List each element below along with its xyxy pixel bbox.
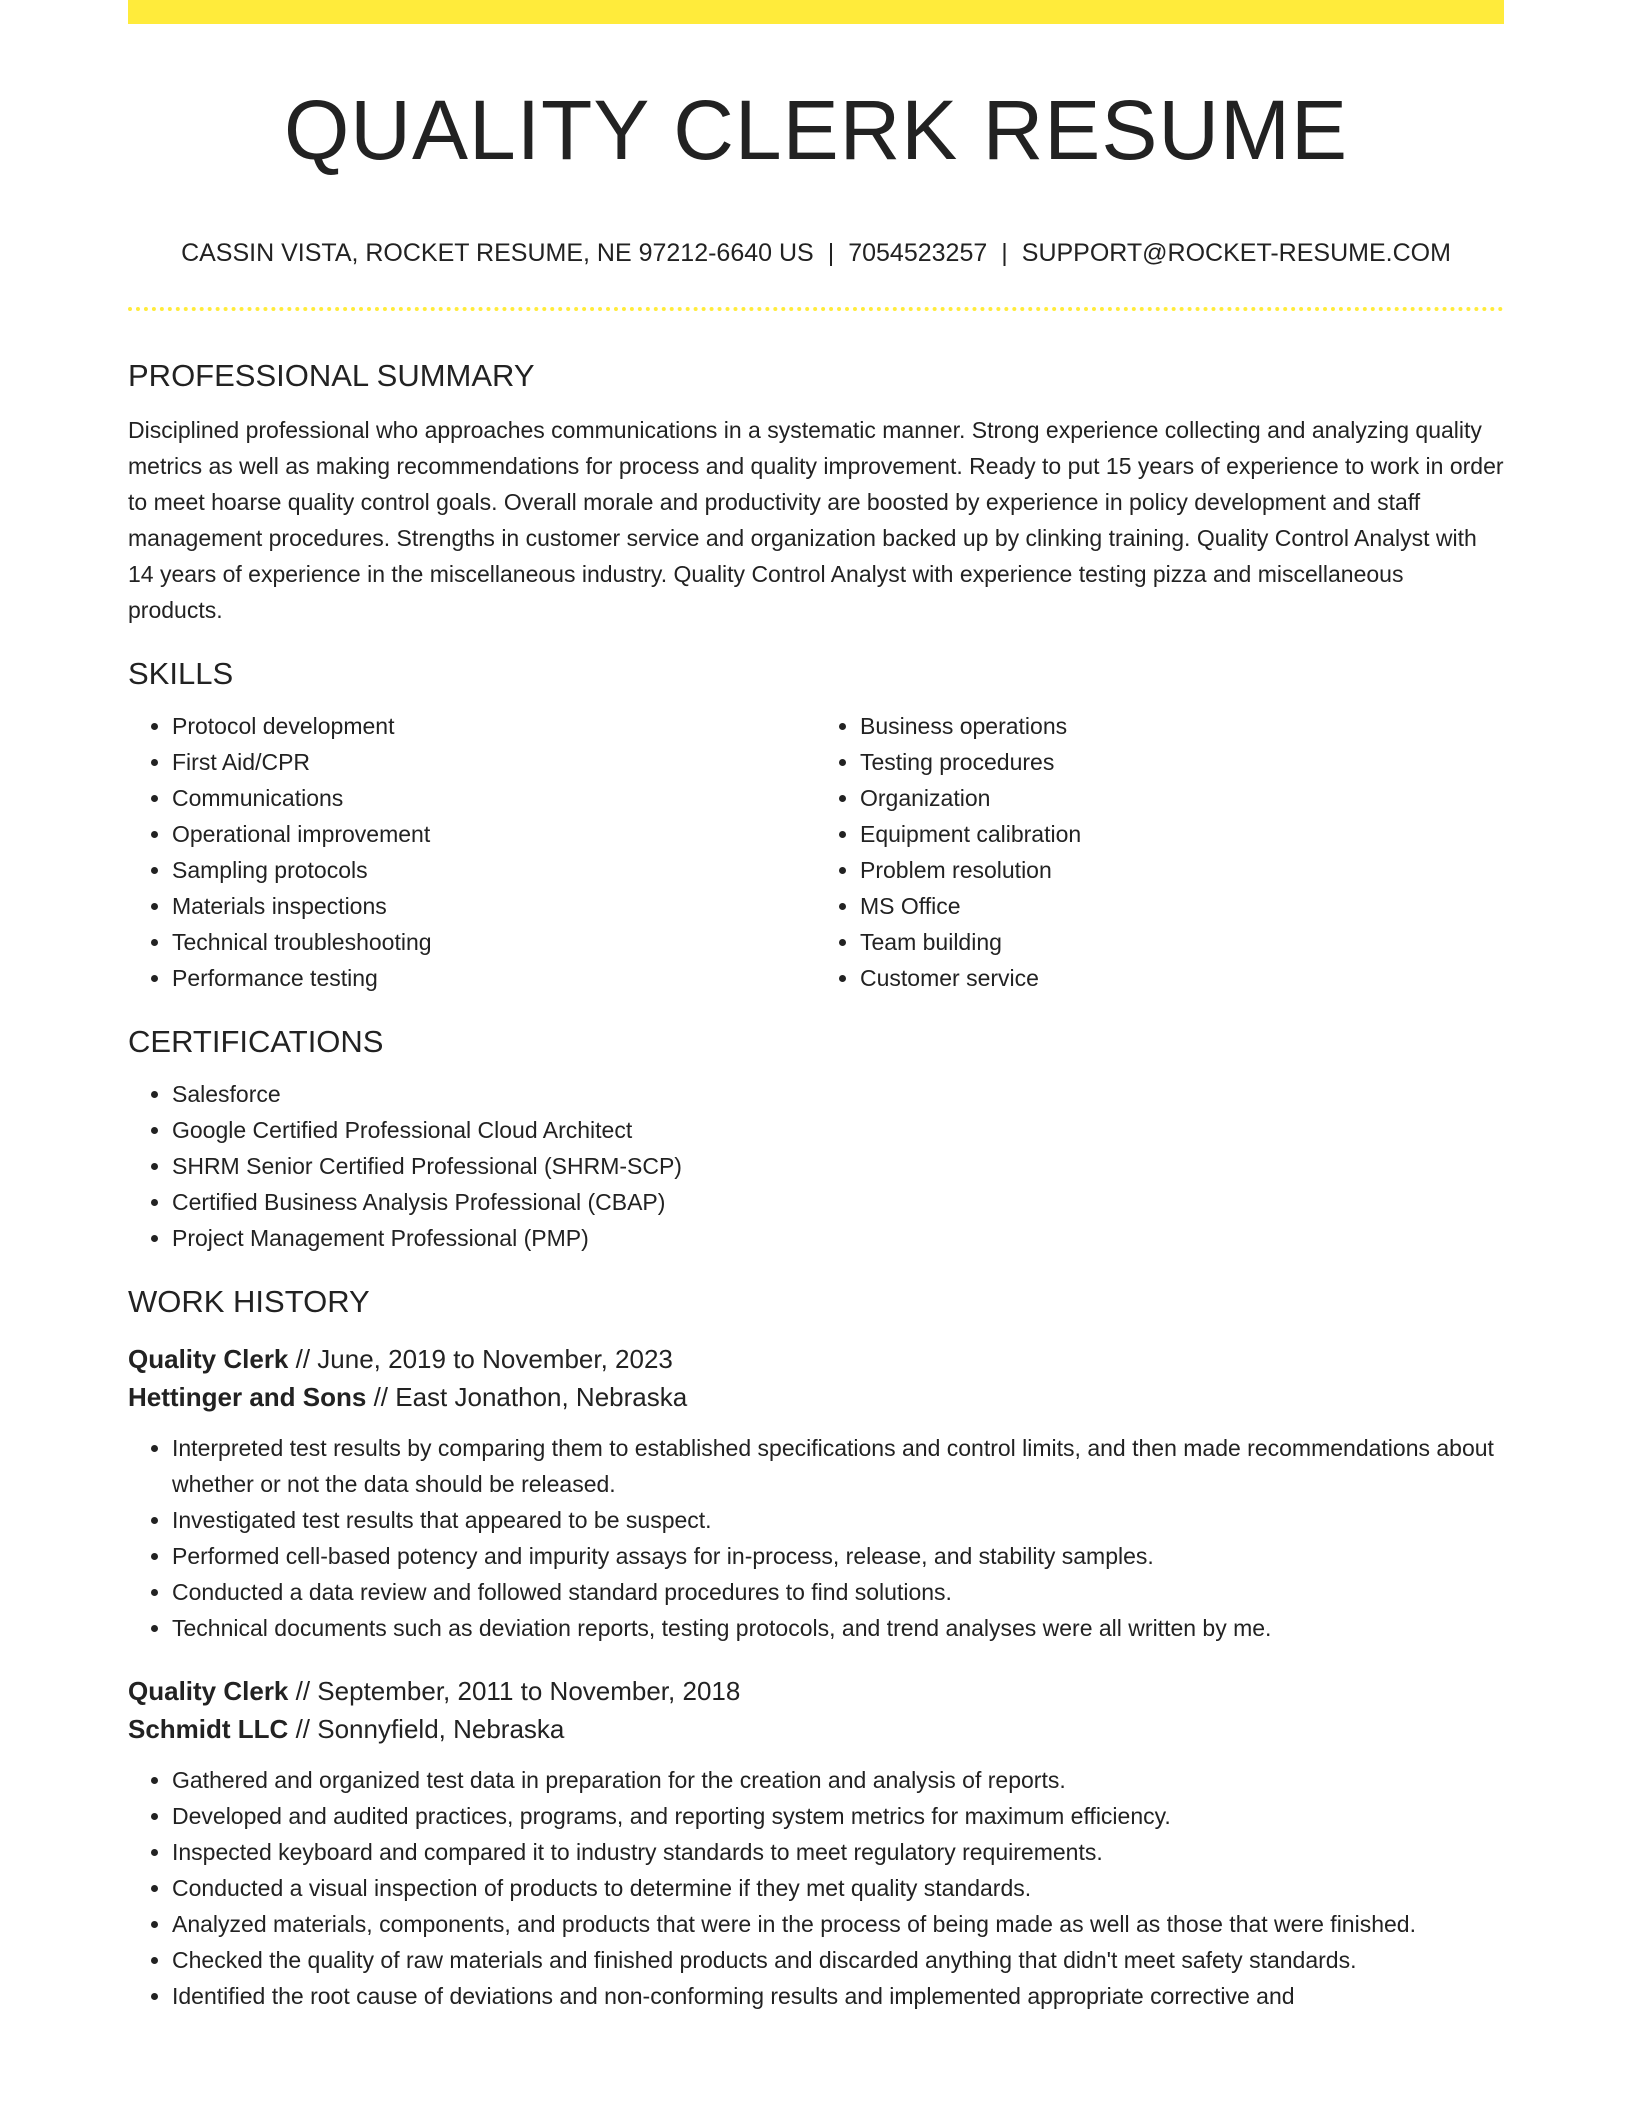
list-item: • Sampling protocols: [172, 852, 816, 888]
job-company: Hettinger and Sons: [128, 1382, 367, 1412]
skills-heading: SKILLS: [128, 656, 234, 691]
job-location: // Sonnyfield, Nebraska: [288, 1714, 565, 1744]
list-item: • Materials inspections: [172, 888, 816, 924]
summary-text: Disciplined professional who approaches communications in a systematic manner. Strong experience collecting and analyzing quality metrics as well as making recommendations for process and quality improvement. Ready to put 15 years of experience to work in order to meet hoarse quality control goals. Overall morale and productivity are boosted by experience in policy development and staff management procedures. Strengths in customer service and organization backed up by clinking training. Quality Control Analyst with 14 years of experience in the miscellaneous industry. Quality Control Analyst with experience testing pizza and miscellaneous products.: [128, 417, 1504, 623]
skills-section: [128, 654, 1504, 996]
list-item: • Business operations: [860, 708, 1504, 744]
skills-columns: [128, 708, 1504, 996]
job-title: Quality Clerk: [128, 1676, 289, 1706]
list-item: • Performed cell-based potency and impurity assays for in-process, release, and stability samples.: [172, 1538, 1504, 1574]
list-item: • Protocol development: [172, 708, 816, 744]
list-item: • SHRM Senior Certified Professional (SHRM-SCP): [172, 1148, 1504, 1184]
job-bullets: [128, 1430, 1504, 1646]
list-item: • Investigated test results that appeared to be suspect.: [172, 1502, 1504, 1538]
job-entry: [128, 1340, 1504, 1646]
contact-line: [128, 236, 1504, 270]
job-dates: // June, 2019 to November, 2023: [288, 1344, 673, 1374]
list-item: • MS Office: [860, 888, 1504, 924]
dotted-divider: [128, 307, 1504, 311]
list-item: • Checked the quality of raw materials and finished products and discarded anything that didn't meet safety standards.: [172, 1942, 1504, 1978]
job-location: // East Jonathon, Nebraska: [366, 1382, 688, 1412]
list-item: • Communications: [172, 780, 816, 816]
job-bullets: [128, 1762, 1504, 2014]
job-entry: [128, 1672, 1504, 2014]
list-item: • Conducted a data review and followed standard procedures to find solutions.: [172, 1574, 1504, 1610]
list-item: • Project Management Professional (PMP): [172, 1220, 1504, 1256]
certifications-section: [128, 1022, 1504, 1256]
list-item: • Technical troubleshooting: [172, 924, 816, 960]
list-item: • Google Certified Professional Cloud Architect: [172, 1112, 1504, 1148]
list-item: • Conducted a visual inspection of products to determine if they met quality standards.: [172, 1870, 1504, 1906]
list-item: • Customer service: [860, 960, 1504, 996]
list-item: • Testing procedures: [860, 744, 1504, 780]
contact-phone: 7054523257: [848, 239, 988, 267]
summary-section: [128, 356, 1504, 628]
work-history-section: [128, 1282, 1504, 2014]
list-item: • Team building: [860, 924, 1504, 960]
certifications-list: [128, 1076, 1504, 1256]
list-item: • Gathered and organized test data in preparation for the creation and analysis of reports.: [172, 1762, 1504, 1798]
list-item: • Inspected keyboard and compared it to industry standards to meet regulatory requirements.: [172, 1834, 1504, 1870]
list-item: • Interpreted test results by comparing them to established specifications and control limits, and then made recommendations about whether or not the data should be released.: [172, 1430, 1504, 1502]
list-item: • Operational improvement: [172, 816, 816, 852]
list-item: • Developed and audited practices, programs, and reporting system metrics for maximum efficiency.: [172, 1798, 1504, 1834]
list-item: • Analyzed materials, components, and products that were in the process of being made as well as those that were finished.: [172, 1906, 1504, 1942]
resume-body: [128, 356, 1504, 2014]
page-title: QUALITY CLERK RESUME: [283, 83, 1349, 177]
job-company-line: [128, 1710, 1504, 1748]
list-item: • Identified the root cause of deviations and non-conforming results and implemented appropriate corrective and: [172, 1978, 1504, 2014]
skills-list-left: [128, 708, 816, 996]
list-item: • Equipment calibration: [860, 816, 1504, 852]
contact-email: SUPPORT@ROCKET-RESUME.COM: [1021, 239, 1451, 267]
job-company-line: [128, 1378, 1504, 1416]
contact-separator: |: [827, 239, 835, 267]
list-item: • Problem resolution: [860, 852, 1504, 888]
job-title-line: [128, 1340, 1504, 1378]
skills-list-right: [816, 708, 1504, 996]
list-item: • First Aid/CPR: [172, 744, 816, 780]
job-title-line: [128, 1672, 1504, 1710]
contact-separator: |: [1001, 239, 1008, 267]
job-title: Quality Clerk: [128, 1344, 289, 1374]
summary-heading: PROFESSIONAL SUMMARY: [128, 358, 535, 393]
list-item: • Certified Business Analysis Professional (CBAP): [172, 1184, 1504, 1220]
list-item: • Salesforce: [172, 1076, 1504, 1112]
list-item: • Organization: [860, 780, 1504, 816]
list-item: • Technical documents such as deviation reports, testing protocols, and trend analyses were all written by me.: [172, 1610, 1504, 1646]
contact-address: CASSIN VISTA, ROCKET RESUME, NE 97212-6640 US: [181, 239, 814, 267]
accent-bar: [128, 0, 1504, 24]
certifications-heading: CERTIFICATIONS: [128, 1024, 384, 1059]
list-item: • Performance testing: [172, 960, 816, 996]
work-history-heading: WORK HISTORY: [128, 1284, 370, 1319]
job-dates: // September, 2011 to November, 2018: [288, 1676, 741, 1706]
job-company: Schmidt LLC: [128, 1714, 289, 1744]
